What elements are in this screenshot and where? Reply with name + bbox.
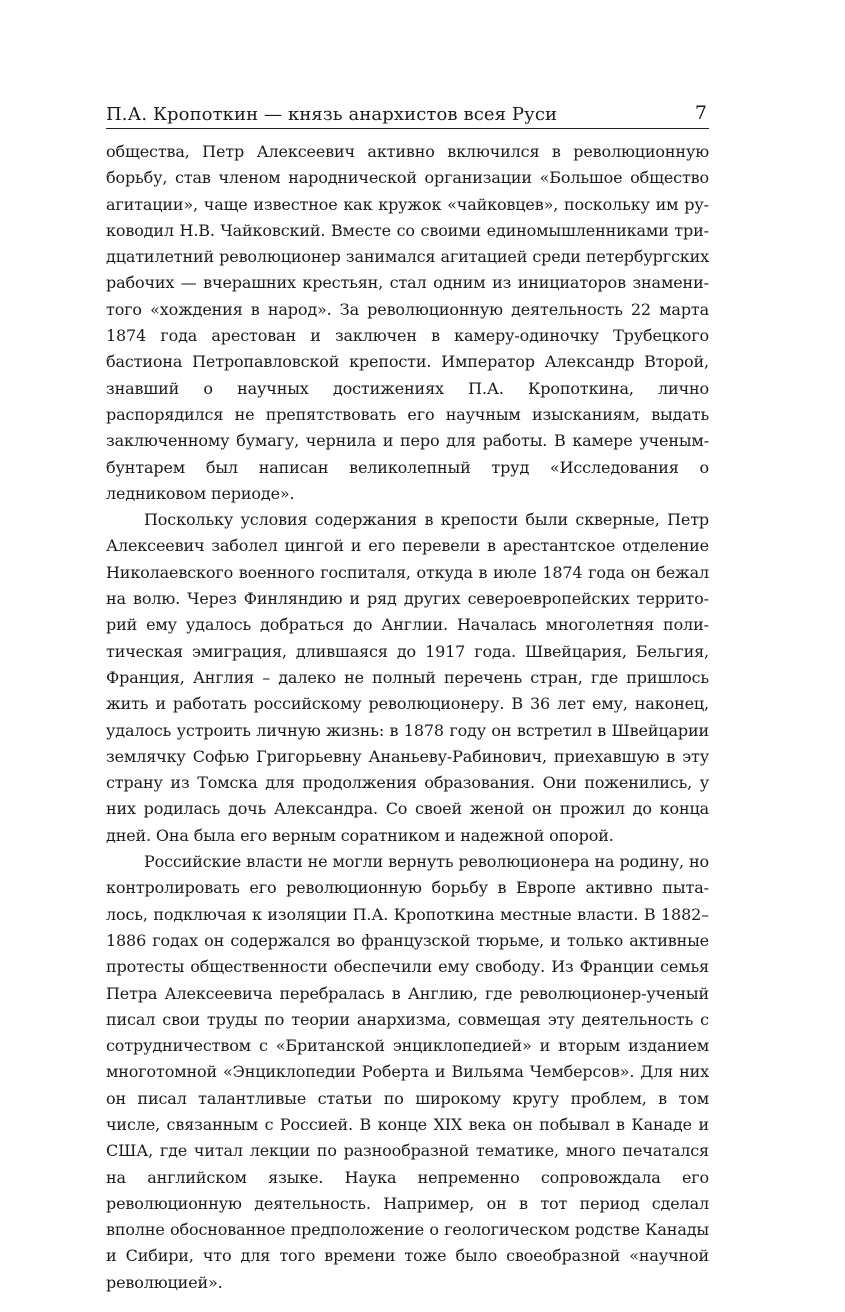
paragraph-2: Поскольку условия содержания в крепости были скверные, Петр Алексеевич заболел цингой и его перевели в арестантское отделение Николаевского военного госпиталя, откуда в июле 1874 года он бежал на волю. Через Финляндию и ряд других североевропейских территорий ему удалось добраться до Англии. Началась многолетняя политическая эмиграция, длившаяся до 1917 года. Швейцария, Бельгия, Франция, Англия – далеко не полный перечень стран, где пришлось жить и работать российскому революционеру. В 36 лет ему, наконец, удалось устроить личную жизнь: в 1878 году он встретил в Швейцарии землячку Софью Григорьевну Ананьеву-Рабинович, приехавшую в эту страну из Томска для продолжения образования. Они поженились, у них родилась дочь Александра. Со своей женой он прожил до конца дней. Она была его верным соратником и надежной опорой. bbox=[106, 510, 709, 845]
running-title: П.А. Кропоткин — князь анархистов всея Руси bbox=[106, 104, 558, 125]
body-text bbox=[106, 139, 709, 1296]
book-page bbox=[106, 92, 709, 1296]
paragraph-1: общества, Петр Алексеевич активно включился в революционную борьбу, став членом народнической организации «Большое общество агитации», чаще известное как кружок «чайковцев», поскольку им руководил Н.В. Чайковский. Вместе со своими единомышленниками тридцатилетний революционер занимался агитацией среди петербургских рабочих — вчерашних крестьян, стал одним из инициаторов знаменитого «хождения в народ». За революционную деятельность 22 марта 1874 года арестован и заключен в камеру-одиночку Трубецкого бастиона Петропавловской крепости. Император Александр Второй, знавший о научных достижениях П.А. Кропоткина, лично распорядился не препятствовать его научным изысканиям, выдать заключенному бумагу, чернила и перо для работы. В камере ученым-бунтарем был написан великолепный труд «Исследования о ледниковом периоде». bbox=[106, 142, 709, 503]
paragraph-3: Российские власти не могли вернуть революционера на родину, но контролировать его революционную борьбу в Европе активно пыталось, подключая к изоляции П.А. Кропоткина местные власти. В 1882–1886 годах он содержался во французской тюрьме, и только активные протесты общественности обеспечили ему свободу. Из Франции семья Петра Алексеевича перебралась в Англию, где революционер-ученый писал свои труды по теории анархизма, совмещая эту деятельность с сотрудничеством с «Британской энциклопедией» и вторым изданием многотомной «Энциклопедии Роберта и Вильяма Чемберсов». Для них он писал талантливые статьи по широкому кругу проблем, в том числе, связанным с Россией. В конце XIX века он побывал в Канаде и США, где читал лекции по разнообразной тематике, много печатался на английском языке. Наука непременно сопровождала его революционную деятельность. Например, он в тот период сделал вполне обоснованное предположение о геологическом родстве Канады и Сибири, что для того времени тоже было своеобразной «научной революцией». bbox=[106, 852, 709, 1292]
page-number: 7 bbox=[694, 102, 707, 124]
running-header bbox=[106, 92, 709, 129]
